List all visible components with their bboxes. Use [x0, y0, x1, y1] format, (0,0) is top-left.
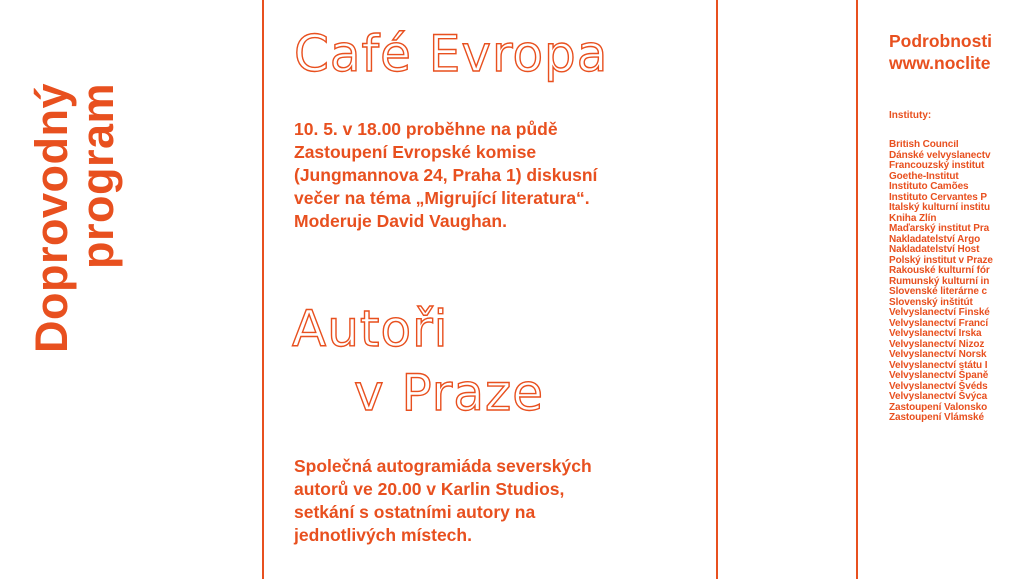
institute-item: Dánské velvyslanectv: [889, 149, 991, 161]
text-line: autorů ve 20.00 v Karlin Studios,: [294, 479, 565, 499]
column-divider: [262, 0, 264, 579]
cafe-evropa-title: Café Evropa: [294, 25, 609, 83]
institute-item: British Council: [889, 140, 959, 150]
institute-item: Velvyslanectví Švéds: [889, 380, 988, 392]
institute-item: Goethe-Institut: [889, 170, 959, 182]
cafe-evropa-description: [294, 118, 704, 233]
column-divider: [716, 0, 718, 579]
details-url: www.noclite: [889, 53, 991, 73]
institute-item: Kniha Zlín: [889, 212, 937, 224]
institute-item: Slovenský inštitút: [889, 296, 973, 308]
text-line: Zastoupení Evropské komise: [294, 142, 537, 162]
side-title-line2: program: [72, 83, 123, 270]
institute-item: Rakouské kulturní fór: [889, 265, 990, 276]
text-line: Společná autogramiáda severských: [294, 456, 592, 476]
autori-title-line1: Autoři: [292, 300, 449, 358]
institutes-label: Instituty:: [889, 110, 932, 121]
text-line: setkání s ostatními autory na: [294, 502, 536, 522]
institute-item: Zastoupení Valonsko: [889, 401, 988, 413]
text-line: večer na téma „Migrující literatura“.: [294, 188, 590, 208]
institute-item: Velvyslanectví Švýca: [889, 391, 988, 402]
institute-item: Nakladatelství Argo: [889, 233, 981, 245]
autori-description: [294, 455, 704, 547]
autori-title-line2: v Praze: [354, 364, 544, 422]
institute-item: Velvyslanectví Norsk: [889, 349, 987, 360]
details-line1: Podrobnosti: [889, 31, 993, 51]
text-line: Moderuje David Vaughan.: [294, 211, 507, 231]
institute-item: Maďarský institut Pra: [889, 223, 990, 234]
institute-item: Instituto Camões: [889, 181, 969, 192]
text-line: 10. 5. v 18.00 proběhne na půdě: [294, 119, 558, 139]
side-title-line1: Doprovodný: [26, 83, 77, 353]
institute-item: Velvyslanectví státu I: [889, 359, 988, 371]
details-heading: [889, 30, 1024, 74]
institute-item: Nakladatelství Host: [889, 244, 980, 255]
side-title: [20, 28, 130, 408]
institute-item: Rumunský kulturní in: [889, 275, 990, 287]
text-line: (Jungmannova 24, Praha 1) diskusní: [294, 165, 598, 185]
institute-item: Velvyslanectví Španě: [889, 370, 989, 381]
institute-item: Velvyslanectví Nizoz: [889, 338, 985, 350]
institute-item: Zastoupení Vlámské: [889, 412, 984, 423]
institute-item: Slovenské literárne c: [889, 286, 987, 297]
institute-item: Velvyslanectví Irska: [889, 328, 982, 339]
institute-item: Velvyslanectví Francí: [889, 317, 989, 329]
column-divider: [856, 0, 858, 579]
institute-item: Francouzský institut: [889, 160, 985, 171]
text-line: jednotlivých místech.: [294, 525, 472, 545]
institute-item: Italský kulturní institu: [889, 202, 990, 213]
institutes-list: [889, 140, 1024, 424]
institute-item: Instituto Cervantes P: [889, 191, 987, 203]
institute-item: Velvyslanectví Finské: [889, 307, 990, 318]
institute-item: Polský institut v Praze: [889, 254, 993, 266]
